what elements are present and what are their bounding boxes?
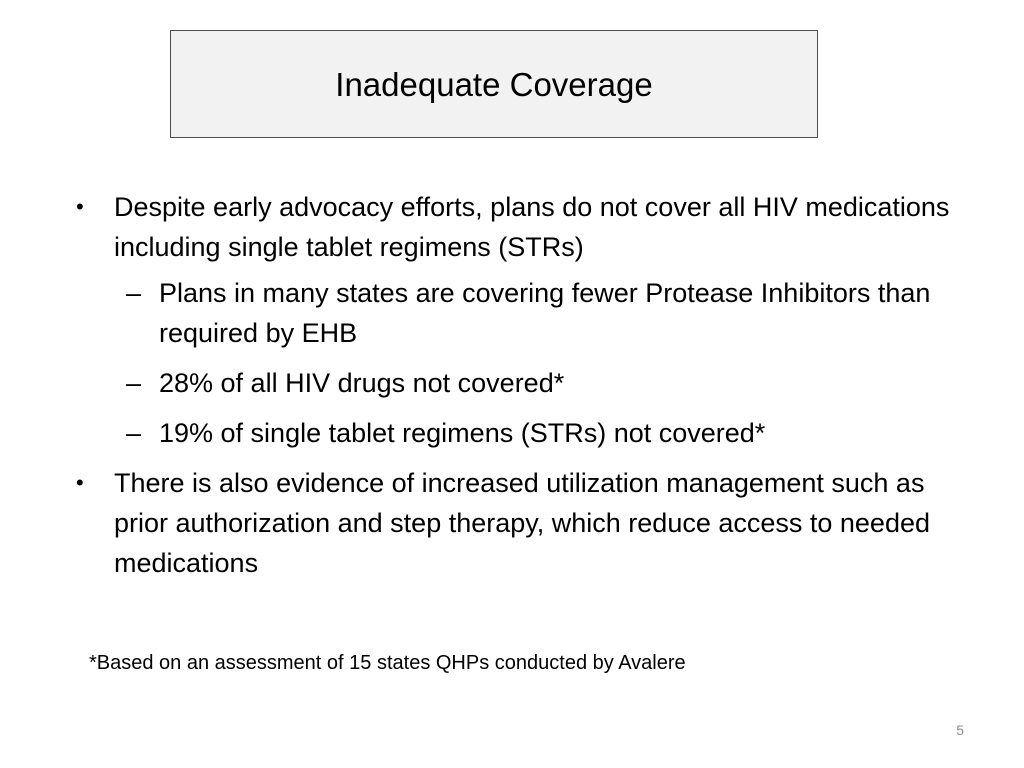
sub-bullet-item [76,363,956,403]
bullet-item [76,463,956,583]
sub-bullet-list [76,273,956,453]
sub-bullet-text: 19% of single tablet regimens (STRs) not covered* [159,418,766,448]
dash-marker: – [126,278,142,308]
dash-marker: – [126,368,142,398]
footnote: *Based on an assessment of 15 states QHPs conducted by Avalere [89,652,686,674]
sub-bullet-text: Plans in many states are covering fewer Protease Inhibitors than required by EHB [159,278,931,348]
bullet-marker: • [76,194,84,219]
slide-title: Inadequate Coverage [335,65,653,103]
bullet-text: Despite early advocacy efforts, plans do not cover all HIV medications including single tablet regimens (STRs) [114,192,950,262]
title-box [170,30,818,138]
bullet-text: There is also evidence of increased utilization management such as prior authorization and step therapy, which reduce access to needed medications [114,468,930,578]
bullet-marker: • [76,470,84,495]
sub-bullet-item [76,273,956,353]
page-number: 5 [956,722,964,738]
slide-content [76,187,956,583]
sub-bullet-item [76,413,956,453]
bullet-item [76,187,956,267]
sub-bullet-text: 28% of all HIV drugs not covered* [159,368,565,398]
dash-marker: – [126,418,142,448]
